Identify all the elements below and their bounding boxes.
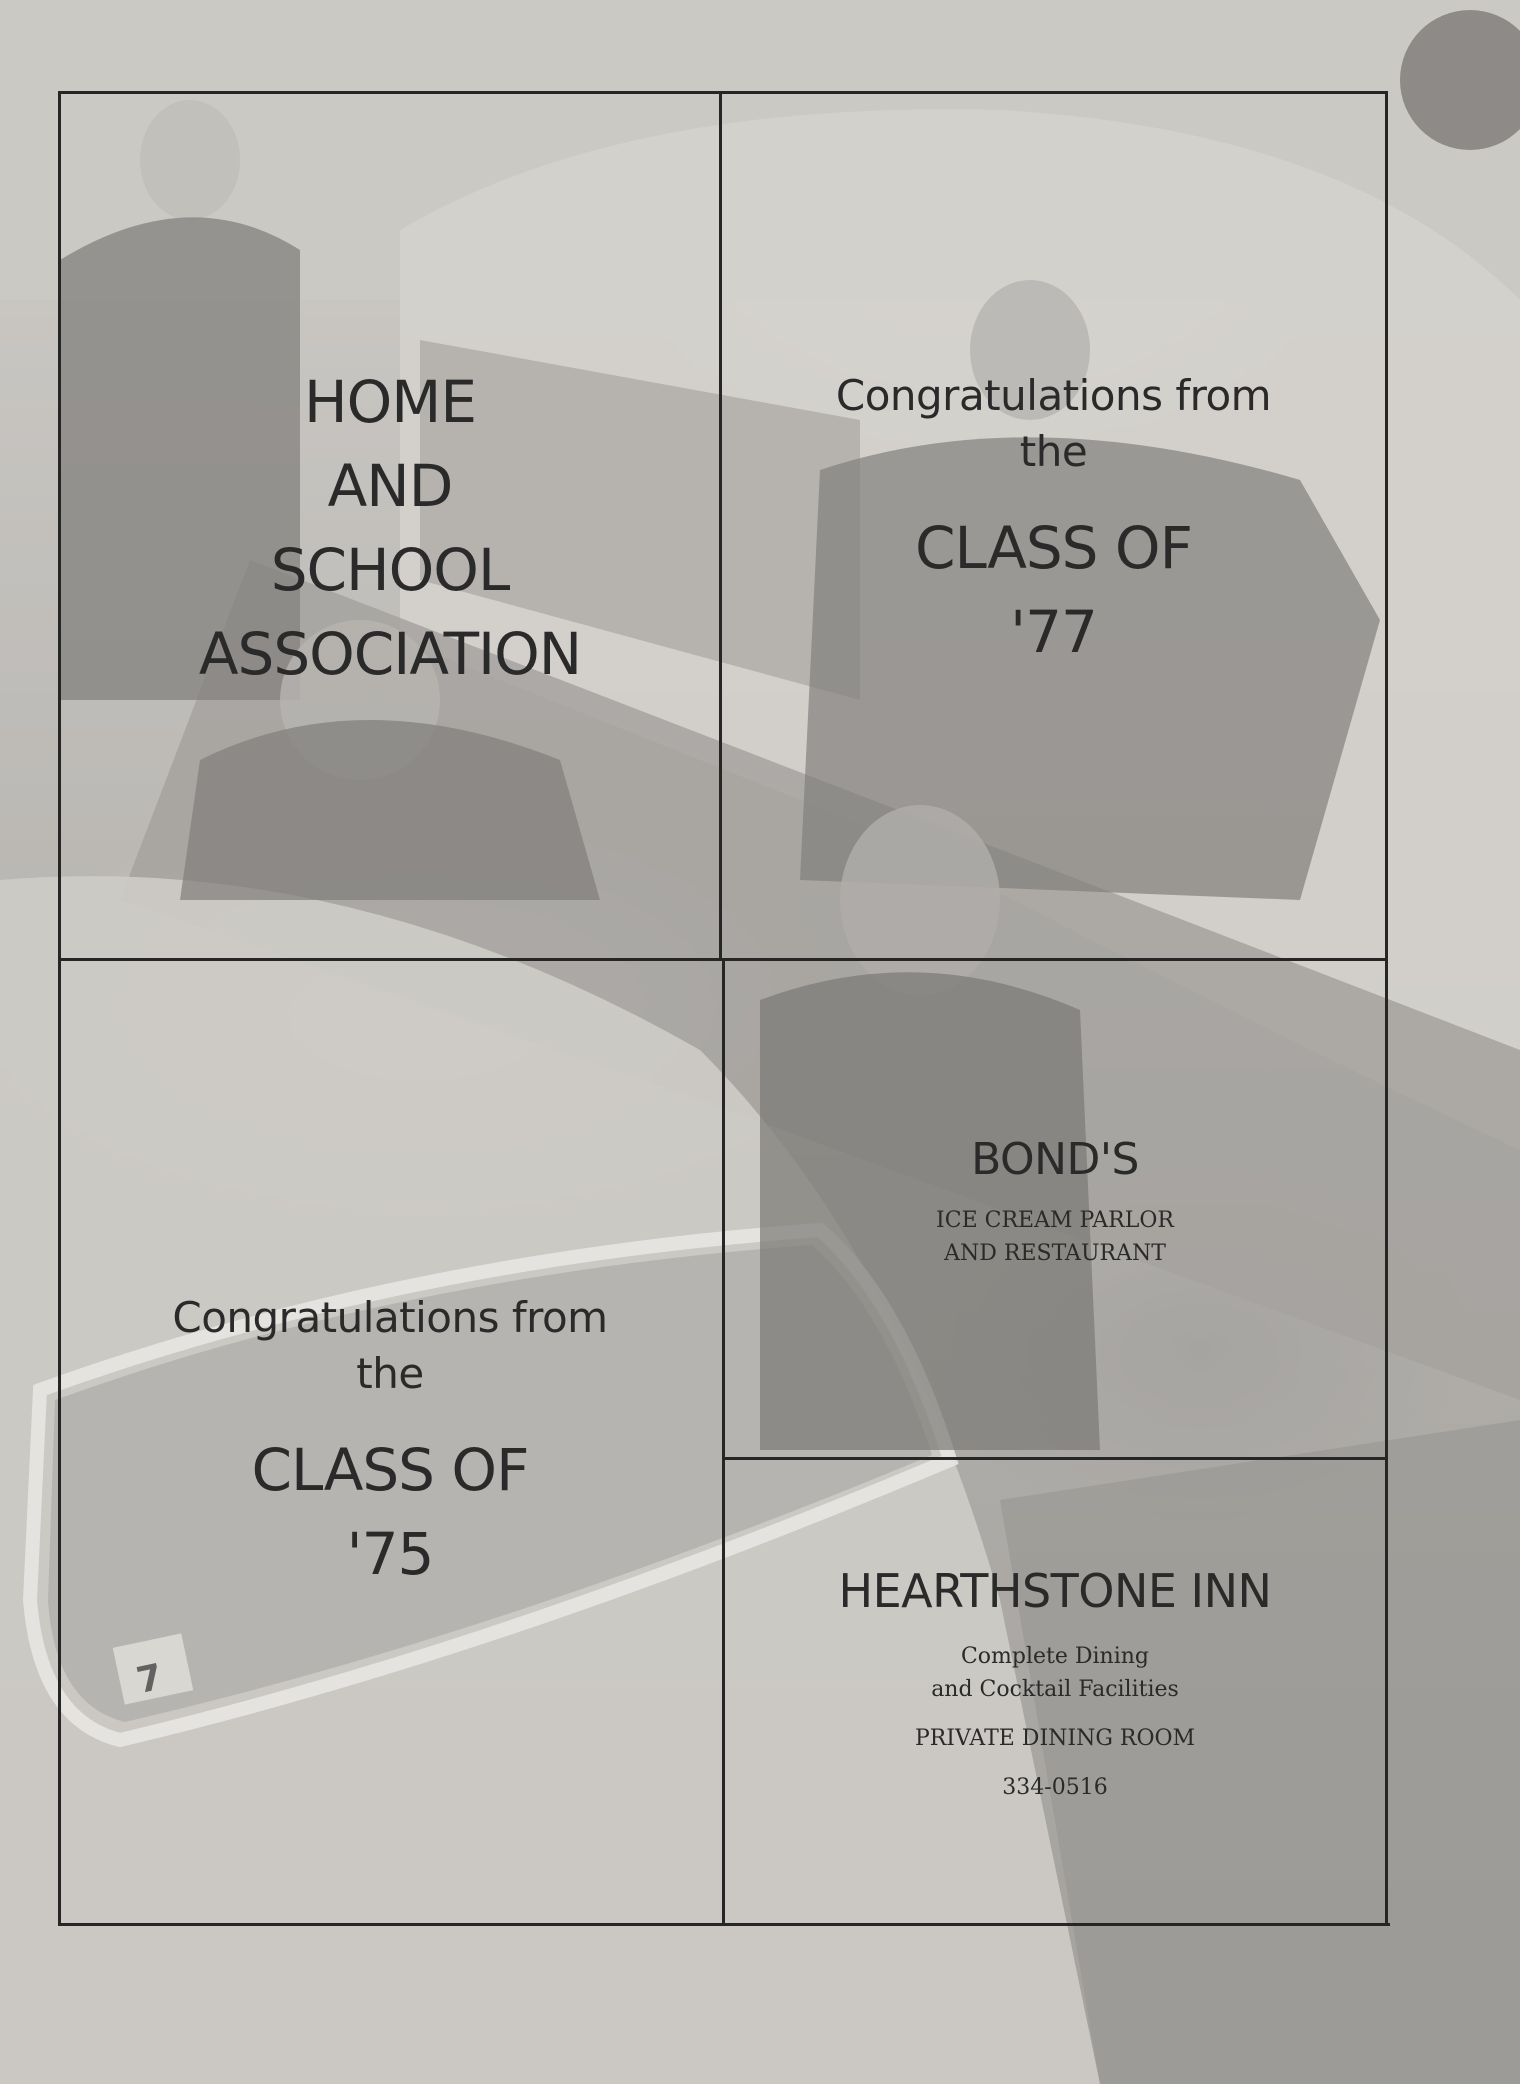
bonds-line-2: AND RESTAURANT: [944, 1241, 1166, 1266]
ad-class-75: [61, 1290, 719, 1596]
bonds-name: BOND'S: [971, 1134, 1139, 1185]
ad-home-school: [61, 360, 719, 696]
grid-right-rule: [1385, 91, 1388, 1926]
grid-middle-rule: [58, 958, 1388, 961]
sticker-number: 7: [133, 1656, 167, 1703]
class-75-year: '75: [346, 1520, 434, 1588]
grid-top-rule: [58, 91, 1387, 94]
hearthstone-phone: 334-0516: [1002, 1775, 1108, 1800]
hearthstone-name: HEARTHSTONE INN: [838, 1564, 1272, 1618]
bonds-line-1: ICE CREAM PARLOR: [936, 1208, 1174, 1233]
class-75-class-of: CLASS OF: [251, 1436, 529, 1504]
class-77-year: '77: [1010, 598, 1097, 666]
grid-right-split-rule: [722, 1457, 1388, 1460]
class-77-the: the: [1019, 427, 1088, 476]
hearthstone-line-3: PRIVATE DINING ROOM: [914, 1726, 1196, 1751]
home-school-line-4: ASSOCIATION: [198, 620, 582, 688]
ad-class-77: [722, 368, 1385, 674]
home-school-line-3: SCHOOL: [270, 536, 510, 604]
hearthstone-line-2: and Cocktail Facilities: [931, 1677, 1179, 1702]
class-77-class-of: CLASS OF: [915, 514, 1192, 582]
ad-bonds: [725, 1130, 1385, 1270]
class-75-the: the: [356, 1349, 424, 1398]
hearthstone-line-1: Complete Dining: [960, 1644, 1150, 1669]
class-77-congrats: Congratulations from: [835, 371, 1272, 420]
home-school-line-1: HOME: [304, 368, 476, 436]
ad-hearthstone: [725, 1560, 1385, 1804]
class-75-congrats: Congratulations from: [172, 1293, 608, 1342]
home-school-line-2: AND: [327, 452, 453, 520]
